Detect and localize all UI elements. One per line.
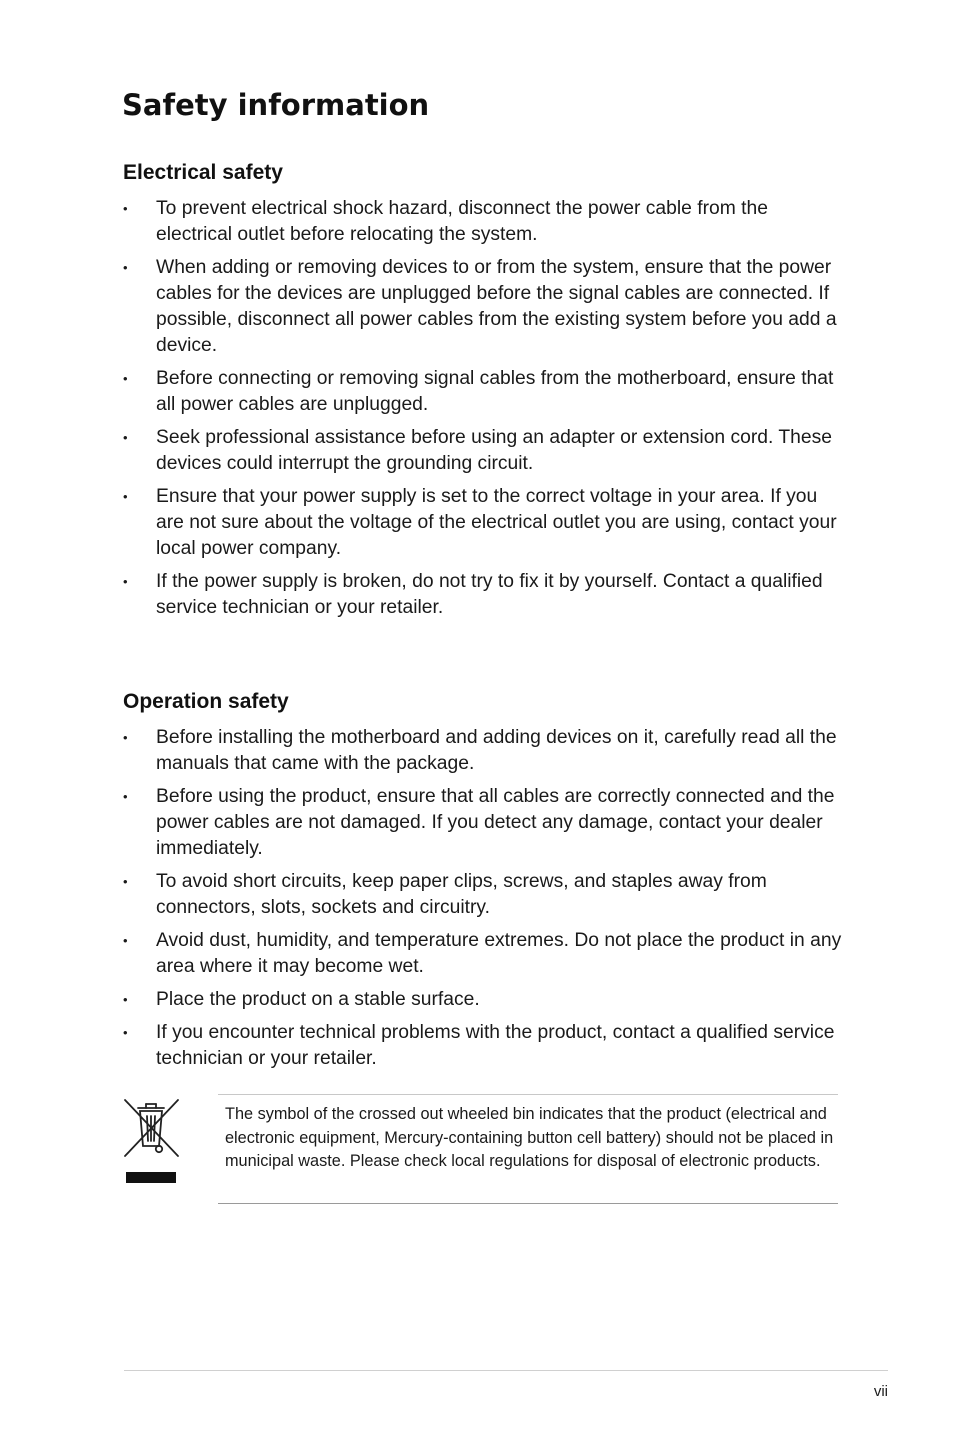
list-item-text: Place the product on a stable surface. bbox=[156, 989, 480, 1010]
bullet-icon: • bbox=[123, 730, 128, 745]
list-item bbox=[123, 987, 843, 1013]
electrical-safety-list bbox=[123, 196, 843, 628]
list-item-text: When adding or removing devices to or from the system, ensure that the power cables for the devices are unplugged before the signal cables are connected. If possible, disconnect all power cables from the existing system before you add a device. bbox=[156, 257, 837, 356]
bullet-icon: • bbox=[123, 371, 128, 386]
page-number: vii bbox=[873, 1383, 888, 1400]
bullet-icon: • bbox=[123, 430, 128, 445]
list-item bbox=[123, 869, 843, 921]
list-item-text: If the power supply is broken, do not try to fix it by yourself. Contact a qualified service technician or your retailer. bbox=[156, 571, 823, 618]
list-item bbox=[123, 366, 843, 418]
list-item bbox=[123, 425, 843, 477]
list-item bbox=[123, 928, 843, 980]
list-item-text: Before installing the motherboard and adding devices on it, carefully read all the manuals that came with the package. bbox=[156, 727, 837, 774]
list-item-text: Avoid dust, humidity, and temperature extremes. Do not place the product in any area where it may become wet. bbox=[156, 930, 842, 977]
list-item-text: If you encounter technical problems with the product, contact a qualified service technician or your retailer. bbox=[156, 1022, 835, 1069]
list-item-text: Before connecting or removing signal cables from the motherboard, ensure that all power cables are unplugged. bbox=[156, 368, 834, 415]
bullet-icon: • bbox=[123, 260, 128, 275]
list-item-text: To avoid short circuits, keep paper clips, screws, and staples away from connectors, slots, sockets and circuitry. bbox=[156, 871, 767, 918]
list-item bbox=[123, 725, 843, 777]
list-item bbox=[123, 784, 843, 862]
operation-safety-heading: Operation safety bbox=[123, 690, 289, 713]
list-item-text: Seek professional assistance before using an adapter or extension cord. These devices could interrupt the grounding circuit. bbox=[156, 427, 832, 474]
list-item-text: Before using the product, ensure that all cables are correctly connected and the power cables are not damaged. If you detect any damage, contact your dealer immediately. bbox=[156, 786, 835, 859]
bullet-icon: • bbox=[123, 201, 128, 216]
bullet-icon: • bbox=[123, 574, 128, 589]
list-item bbox=[123, 569, 843, 621]
page-title: Safety information bbox=[122, 88, 430, 122]
operation-safety-list bbox=[123, 725, 843, 1079]
list-item-text: Ensure that your power supply is set to the correct voltage in your area. If you are not sure about the voltage of the electrical outlet you are using, contact your local power company. bbox=[156, 486, 837, 559]
list-item bbox=[123, 484, 843, 562]
bullet-icon: • bbox=[123, 1025, 128, 1040]
list-item bbox=[123, 196, 843, 248]
bullet-icon: • bbox=[123, 933, 128, 948]
disposal-notice bbox=[218, 1094, 838, 1204]
crossed-out-wheeled-bin-icon bbox=[120, 1096, 182, 1186]
disposal-notice-text: The symbol of the crossed out wheeled bin indicates that the product (electrical and electronic equipment, Mercury-containing button cell battery) should not be placed in municipal waste. Please check local regulations for disposal of electronic products. bbox=[225, 1105, 834, 1170]
list-item-text: To prevent electrical shock hazard, disconnect the power cable from the electrical outlet before relocating the system. bbox=[156, 198, 768, 245]
bullet-icon: • bbox=[123, 789, 128, 804]
list-item bbox=[123, 255, 843, 359]
electrical-safety-heading: Electrical safety bbox=[123, 161, 283, 184]
bullet-icon: • bbox=[123, 489, 128, 504]
list-item bbox=[123, 1020, 843, 1072]
footer-divider bbox=[124, 1370, 888, 1371]
bullet-icon: • bbox=[123, 874, 128, 889]
bullet-icon: • bbox=[123, 992, 128, 1007]
